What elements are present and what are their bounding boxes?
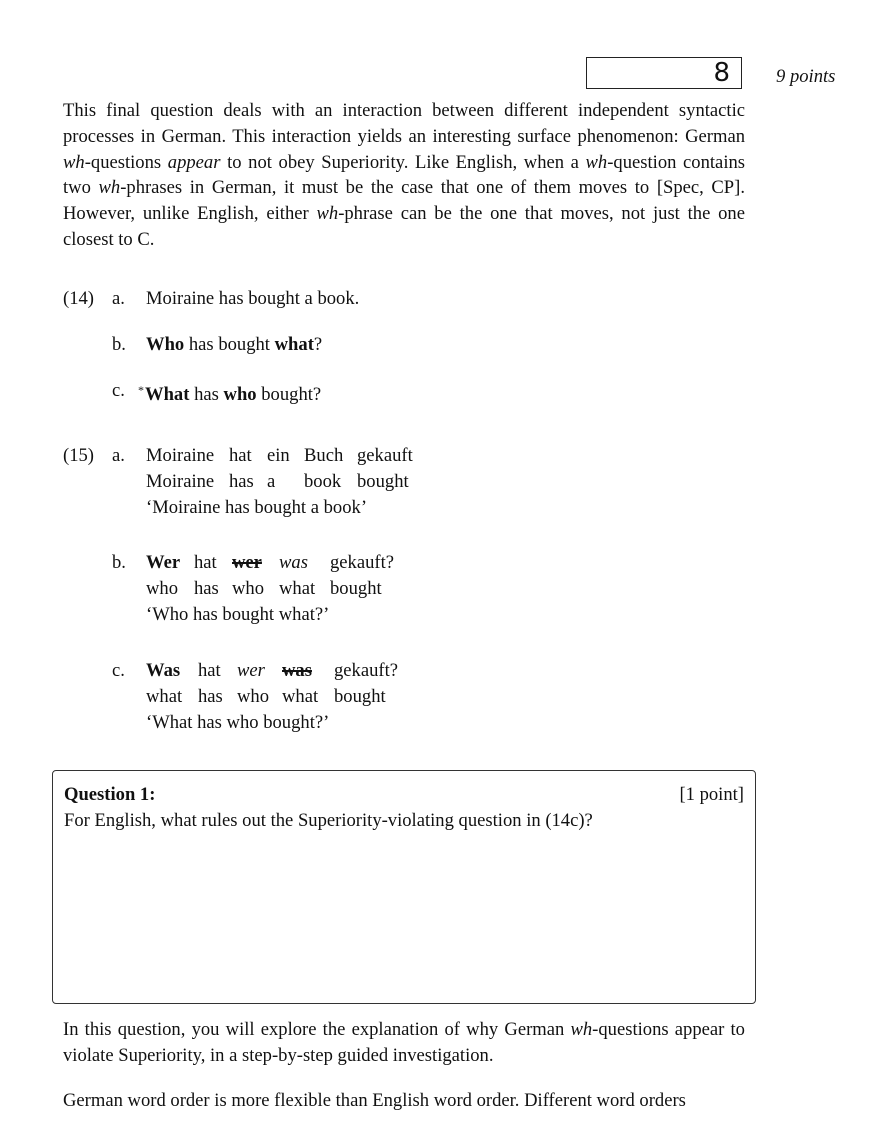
example-letter: a. bbox=[112, 445, 125, 466]
translation-line: ‘Who has bought what?’ bbox=[146, 603, 330, 625]
question-number-box bbox=[586, 57, 742, 89]
interlinear-gloss bbox=[146, 658, 398, 735]
guided-investigation-paragraph: In this question, you will explore the explanation of why German wh-questions appear to violate Superiority, in a step-by-step guided investigation. bbox=[63, 1019, 745, 1066]
interlinear-gloss bbox=[146, 550, 394, 627]
example-number: (15) bbox=[63, 445, 94, 466]
intro-paragraph: This final question deals with an interaction between different independent syntactic processes in German. This interaction yields an interesting surface phenomenon: German wh-questions appear to not obey Superiority. Like English, when a wh-question contains two wh-phrases in German, it must be the case that one of them moves to [Spec, CP]. However, unlike English, either wh-phrase can be the one that moves, not just the one closest to C. bbox=[63, 100, 746, 250]
german-line: Moiraine hat ein Buch gekauft bbox=[146, 445, 413, 466]
german-line: Wer hat wer was gekauft? bbox=[146, 550, 394, 576]
gloss-line: Moiraine has a book bought bbox=[146, 470, 409, 492]
example-letter: b. bbox=[112, 552, 126, 573]
example-number: (14) bbox=[63, 288, 94, 309]
ungrammatical-star: * bbox=[138, 383, 144, 397]
word-order-paragraph: German word order is more flexible than English word order. Different word orders bbox=[63, 1090, 686, 1111]
example-sentence: *What has who bought? bbox=[138, 383, 322, 405]
question-number: 8 bbox=[713, 58, 730, 88]
example-sentence: Who has bought what? bbox=[146, 334, 323, 355]
example-sentence: Moiraine has bought a book. bbox=[146, 288, 360, 309]
example-letter: c. bbox=[112, 660, 125, 681]
points-label: 9 points bbox=[776, 66, 836, 87]
example-letter: a. bbox=[112, 288, 125, 309]
question-1-prompt: For English, what rules out the Superiority-violating question in (14c)? bbox=[64, 810, 593, 831]
translation-line: ‘Moiraine has bought a book’ bbox=[146, 496, 368, 518]
example-letter: c. bbox=[112, 380, 125, 401]
gloss-line: who has who what bought bbox=[146, 577, 382, 599]
gloss-line: what has who what bought bbox=[146, 685, 386, 707]
question-1-title: Question 1: bbox=[64, 784, 156, 805]
example-letter: b. bbox=[112, 334, 126, 355]
struck-word: was bbox=[282, 660, 312, 681]
question-1-points: [1 point] bbox=[679, 784, 744, 805]
interlinear-gloss bbox=[146, 443, 413, 520]
german-line: Was hat wer was gekauft? bbox=[146, 658, 398, 684]
translation-line: ‘What has who bought?’ bbox=[146, 711, 330, 733]
struck-word: wer bbox=[232, 552, 262, 573]
question-1-answer-box[interactable] bbox=[52, 770, 756, 1004]
